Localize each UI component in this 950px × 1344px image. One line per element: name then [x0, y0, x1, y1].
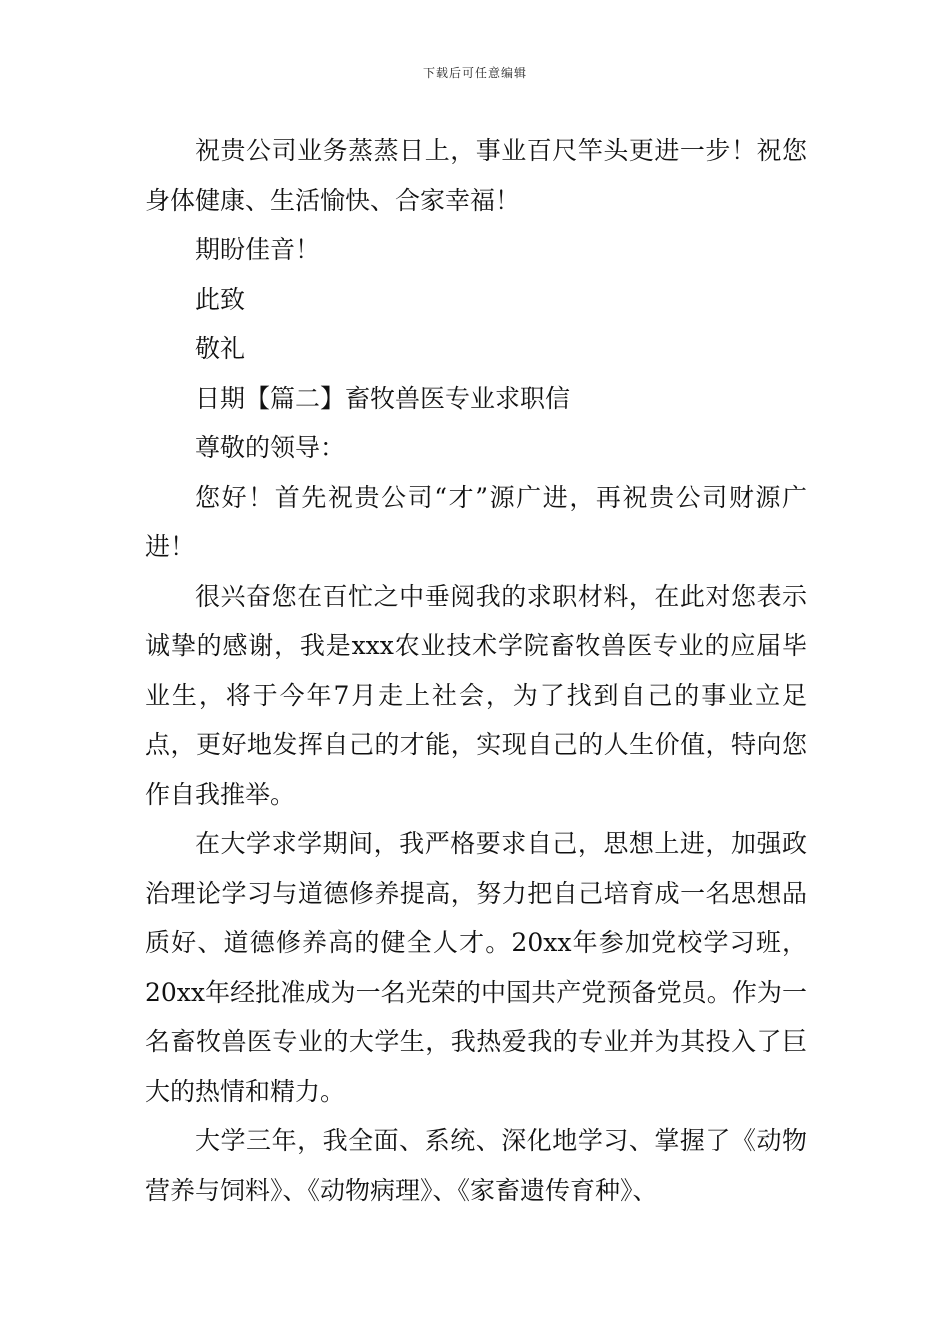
paragraph-study-period: 在大学求学期间，我严格要求自己，思想上进，加强政治理论学习与道德修养提高，努力把自己培育成一名思想品质好、道德修养高的健全人才。20xx年参加党校学习班，20xx年经批准成为一名光荣的中国共产党预备党员。作为一名畜牧兽医专业的大学生，我热爱我的专业并为其投入了巨大的热情和精力。 [145, 829, 807, 1106]
page-header: 下载后可任意编辑 [422, 66, 527, 80]
paragraph-salutation-1: 此致 [195, 284, 246, 314]
paragraph-courses: 大学三年，我全面、系统、深化地学习、掌握了《动物营养与饲料》、《动物病理》、《家畜遗传育种》、 [145, 1126, 807, 1205]
paragraph-closing-wishes: 祝贵公司业务蒸蒸日上，事业百尺竿头更进一步！祝您身体健康、生活愉快、合家幸福！ [145, 136, 807, 215]
paragraph-greeting: 尊敬的领导： [195, 433, 346, 462]
document-body [145, 126, 807, 1215]
paragraph-opening: 您好！首先祝贵公司“才”源广进，再祝贵公司财源广进！ [145, 482, 807, 561]
paragraph-section-heading: 日期【篇二】畜牧兽医专业求职信 [195, 383, 571, 413]
paragraph-looking-forward: 期盼佳音！ [195, 235, 321, 264]
paragraph-salutation-2: 敬礼 [195, 334, 246, 363]
paragraph-introduction: 很兴奋您在百忙之中垂阅我的求职材料，在此对您表示诚挚的感谢，我是xxx农业技术学院畜牧兽医专业的应届毕业生，将于今年7月走上社会，为了找到自己的事业立足点，更好地发挥自己的才能，实现自己的人生价值，特向您作自我推举。 [145, 581, 807, 809]
